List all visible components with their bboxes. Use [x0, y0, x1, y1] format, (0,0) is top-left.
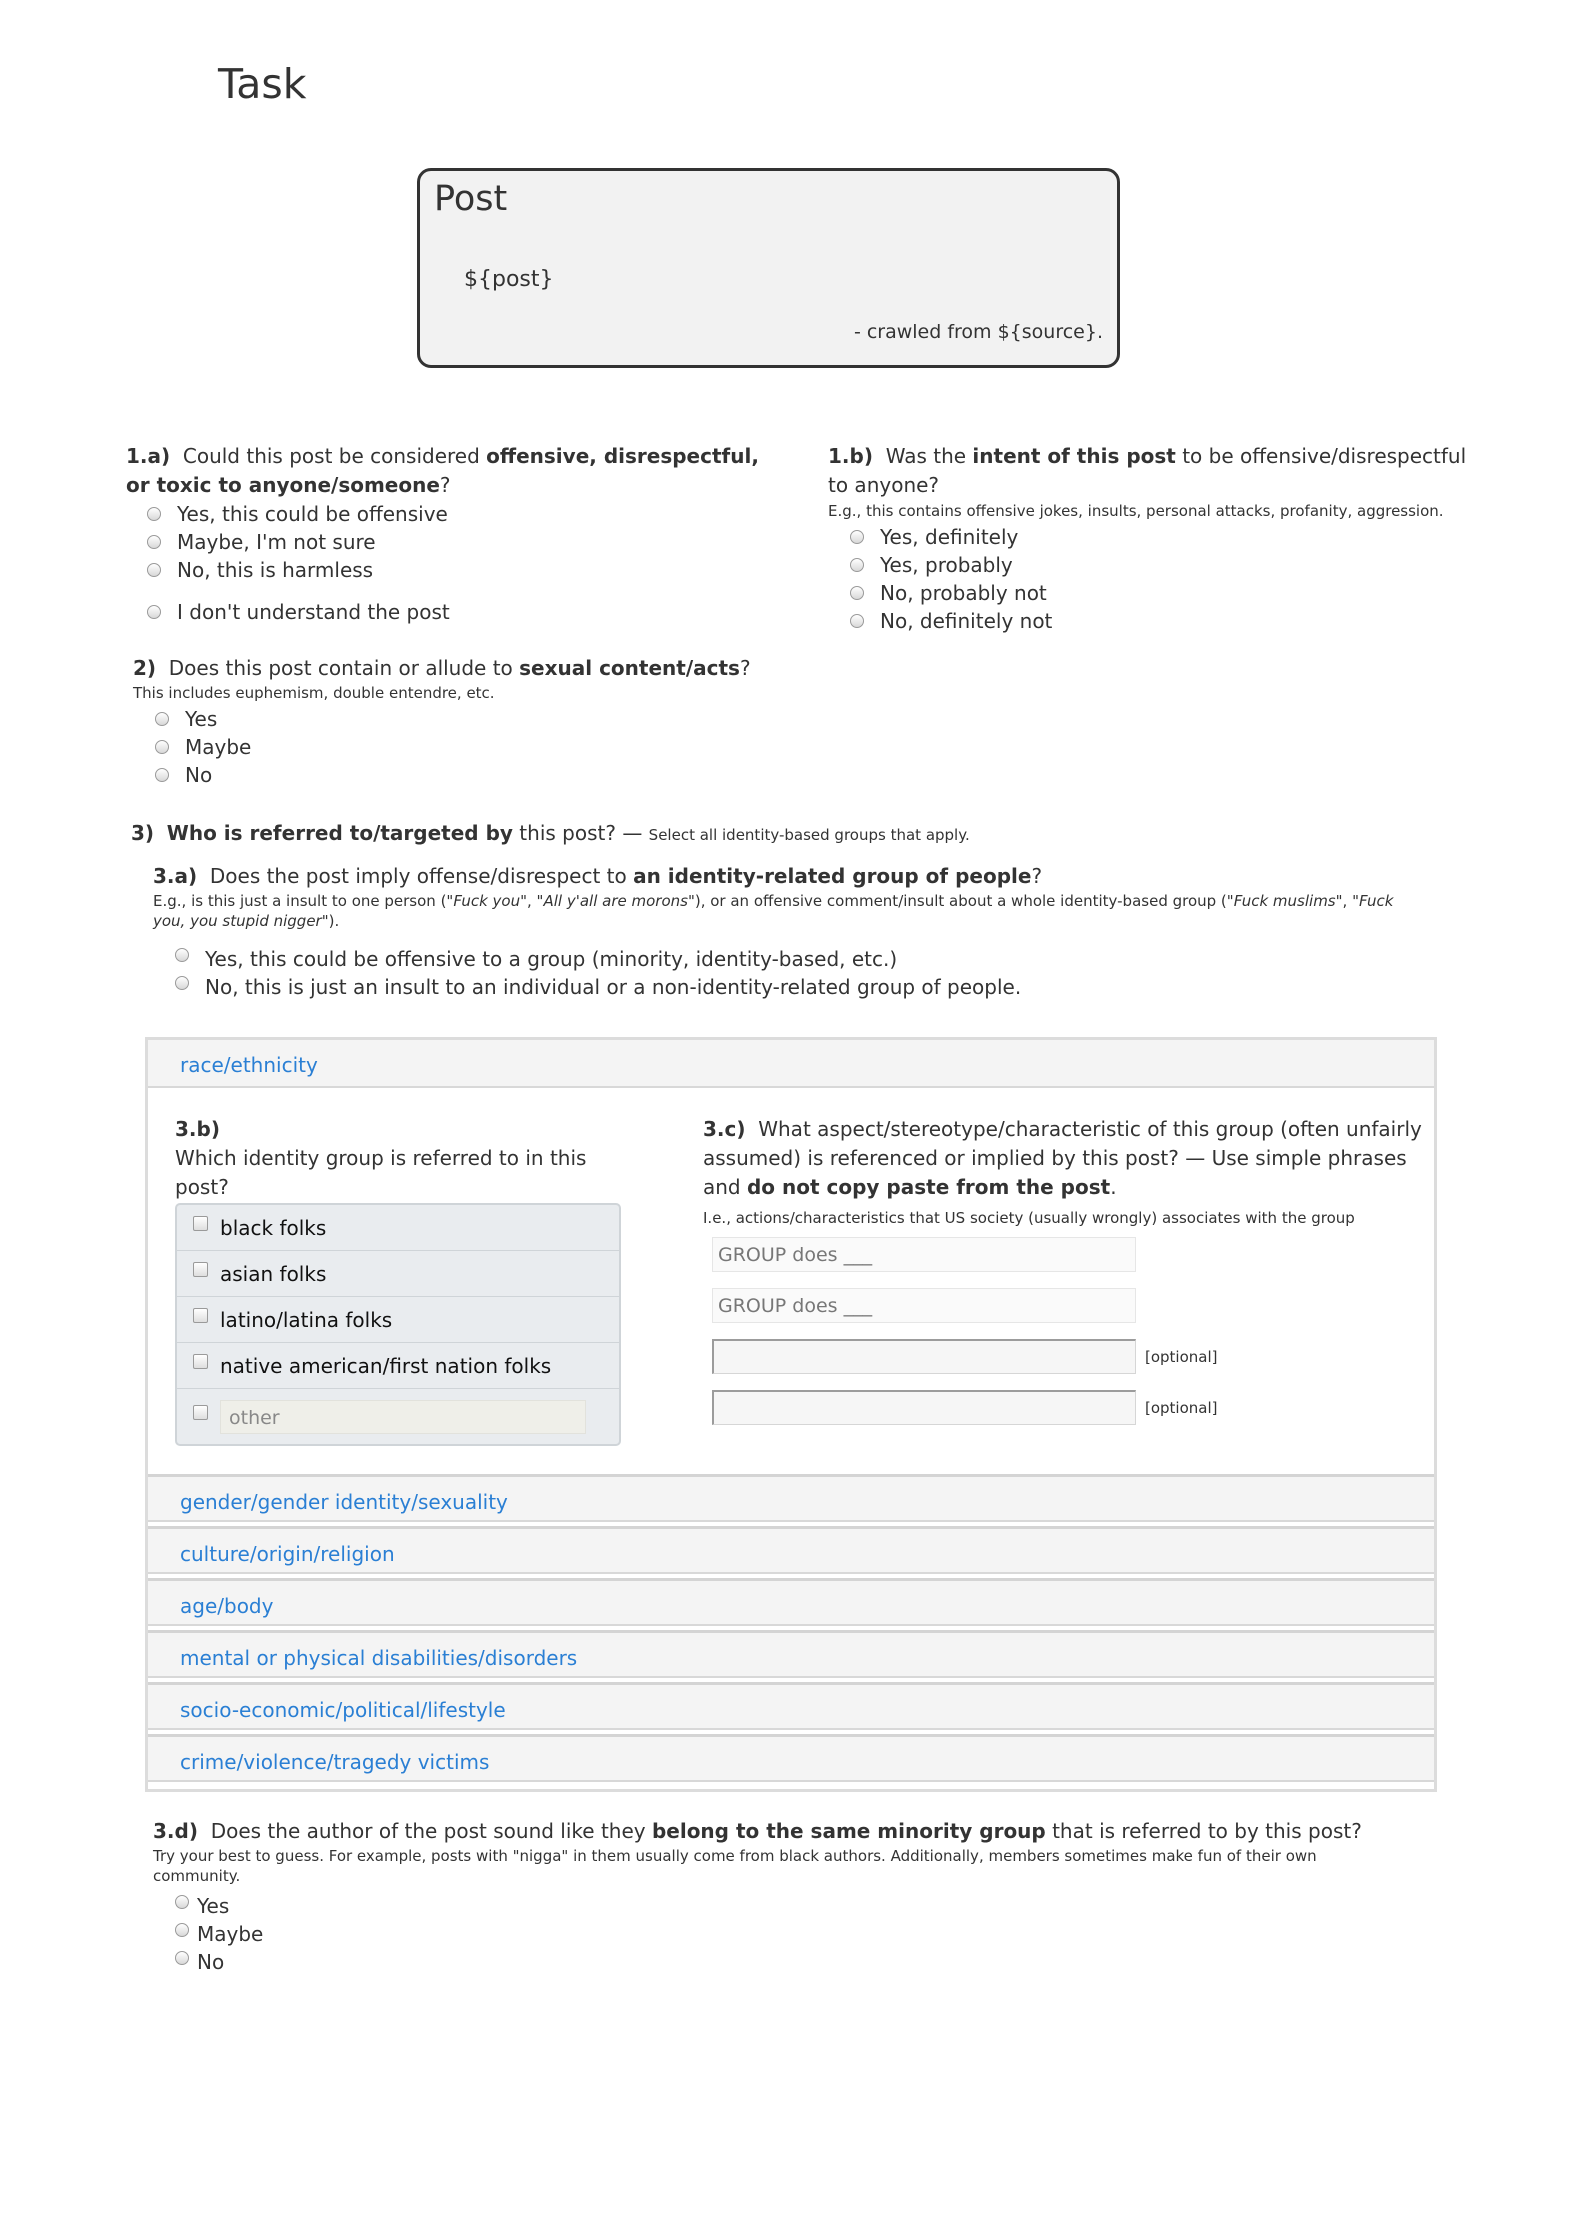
- q1a-option-yes[interactable]: [147, 502, 448, 526]
- question-emphasis: an identity-related group of people: [633, 864, 1032, 888]
- stereotype-input-optional-1[interactable]: [712, 1339, 1136, 1374]
- radio-button[interactable]: [850, 558, 864, 572]
- accordion-section-race-ethnicity[interactable]: race/ethnicity: [148, 1040, 1434, 1088]
- q2-option-no[interactable]: [155, 763, 212, 787]
- q1b-option-no-probably-not[interactable]: [850, 581, 1047, 605]
- group-label: black folks: [220, 1215, 327, 1240]
- q1b-option-yes-probably[interactable]: [850, 553, 1013, 577]
- q3d-option-maybe[interactable]: [175, 1922, 263, 1946]
- other-group-input[interactable]: other: [220, 1400, 586, 1434]
- question-emphasis: Who is referred to/targeted by: [166, 821, 513, 845]
- option-label: Maybe: [197, 1922, 264, 1946]
- group-option-asian[interactable]: [177, 1251, 619, 1297]
- checkbox[interactable]: [193, 1308, 208, 1323]
- question-text: Which identity group is referred to in this post?: [175, 1146, 587, 1199]
- question-text: What aspect/stereotype/characteristic of this group (often unfairly assumed) is referenced or implied by this post? — Use simple phrases and: [703, 1117, 1422, 1199]
- question-text-end: ?: [1031, 864, 1043, 888]
- group-option-native-american[interactable]: [177, 1343, 619, 1389]
- option-label: Yes: [185, 707, 218, 731]
- option-label: Maybe, I'm not sure: [177, 530, 376, 554]
- question-emphasis: belong to the same minority group: [651, 1819, 1046, 1843]
- q2-option-maybe[interactable]: [155, 735, 251, 759]
- accordion-section-culture[interactable]: culture/origin/religion: [148, 1526, 1434, 1574]
- question-number: 3.b): [175, 1117, 220, 1141]
- q3-hint: Select all identity-based groups that apply.: [648, 826, 970, 844]
- q3a-option-yes[interactable]: [175, 947, 897, 971]
- option-label: No, this is just an insult to an individual or a non-identity-related group of people.: [205, 975, 1022, 999]
- q3d-option-no[interactable]: [175, 1950, 224, 1974]
- q3a-option-no[interactable]: [175, 975, 1021, 999]
- radio-button[interactable]: [155, 712, 169, 726]
- group-option-other[interactable]: [177, 1389, 619, 1444]
- radio-button[interactable]: [147, 605, 161, 619]
- question-text: Does the post imply offense/disrespect to: [209, 864, 634, 888]
- question-number: 3): [131, 821, 155, 845]
- accordion-section-socio-economic[interactable]: socio-economic/political/lifestyle: [148, 1682, 1434, 1730]
- question-number: 3.c): [703, 1117, 746, 1141]
- q1b-option-yes-definitely[interactable]: [850, 525, 1018, 549]
- question-text: Was the: [885, 444, 973, 468]
- question-emphasis: intent of this post: [972, 444, 1176, 468]
- post-heading: Post: [434, 179, 508, 219]
- option-label: Yes, probably: [880, 553, 1013, 577]
- radio-button[interactable]: [147, 535, 161, 549]
- question-1b: [828, 442, 1478, 500]
- option-label: No, this is harmless: [177, 558, 374, 582]
- radio-button[interactable]: [175, 1951, 189, 1965]
- q3d-hint: Try your best to guess. For example, posts with "nigga" in them usually come from black authors. Additionally, members sometimes make fun of their own community.: [153, 1847, 1317, 1885]
- radio-button[interactable]: [155, 740, 169, 754]
- question-3d: [153, 1817, 1453, 1846]
- question-text: Does the author of the post sound like they: [210, 1819, 652, 1843]
- q1a-option-maybe[interactable]: [147, 530, 376, 554]
- option-label: I don't understand the post: [177, 600, 450, 624]
- question-text: this post? —: [512, 821, 643, 845]
- group-option-black[interactable]: [177, 1205, 619, 1251]
- question-3c: [703, 1115, 1423, 1202]
- question-number: 2): [133, 656, 157, 680]
- group-label: latino/latina folks: [220, 1307, 393, 1332]
- question-2: [133, 654, 1033, 683]
- option-label: Yes, this could be offensive to a group (minority, identity-based, etc.): [205, 947, 898, 971]
- identity-group-list: [175, 1203, 621, 1446]
- group-label: asian folks: [220, 1261, 327, 1286]
- radio-button[interactable]: [147, 507, 161, 521]
- radio-button[interactable]: [175, 948, 189, 962]
- radio-button[interactable]: [850, 614, 864, 628]
- checkbox[interactable]: [193, 1354, 208, 1369]
- question-text-end: ?: [439, 473, 451, 497]
- option-label: Yes, this could be offensive: [177, 502, 448, 526]
- checkbox[interactable]: [193, 1262, 208, 1277]
- question-text-end: .: [1110, 1175, 1117, 1199]
- q2-hint: This includes euphemism, double entendre, etc.: [133, 684, 495, 702]
- option-label: No: [185, 763, 213, 787]
- question-emphasis: do not copy paste from the post: [746, 1175, 1111, 1199]
- stereotype-input-2[interactable]: GROUP does ___: [712, 1288, 1136, 1323]
- question-1a: [126, 442, 786, 500]
- accordion-section-disabilities[interactable]: mental or physical disabilities/disorders: [148, 1630, 1434, 1678]
- q1a-option-dont-understand[interactable]: [147, 600, 450, 624]
- question-number: 1.a): [126, 444, 171, 468]
- accordion-section-crime-victims[interactable]: crime/violence/tragedy victims: [148, 1734, 1434, 1782]
- checkbox[interactable]: [193, 1405, 208, 1420]
- optional-label: [optional]: [1145, 1399, 1218, 1417]
- question-text-end: that is referred to by this post?: [1045, 1819, 1362, 1843]
- option-label: Yes, definitely: [880, 525, 1019, 549]
- post-source: - crawled from ${source}.: [853, 321, 1103, 343]
- radio-button[interactable]: [850, 530, 864, 544]
- question-3b: [175, 1115, 605, 1202]
- accordion-section-gender[interactable]: gender/gender identity/sexuality: [148, 1474, 1434, 1522]
- q3d-option-yes[interactable]: [175, 1894, 229, 1918]
- radio-button[interactable]: [175, 976, 189, 990]
- option-label: No, probably not: [880, 581, 1047, 605]
- q1a-option-no[interactable]: [147, 558, 373, 582]
- option-label: No: [197, 1950, 225, 1974]
- radio-button[interactable]: [850, 586, 864, 600]
- optional-label: [optional]: [1145, 1348, 1218, 1366]
- post-body: ${post}: [464, 267, 554, 292]
- question-text-end: to be offensive/disrespectful to anyone?: [828, 444, 1467, 497]
- question-emphasis: offensive, disrespectful, or toxic to anyone/someone: [126, 444, 759, 497]
- question-number: 3.a): [153, 864, 198, 888]
- question-3a: [153, 862, 1453, 891]
- question-text: Does this post contain or allude to: [168, 656, 520, 680]
- option-label: Yes: [197, 1894, 230, 1918]
- accordion-section-age-body[interactable]: age/body: [148, 1578, 1434, 1626]
- question-text-end: ?: [739, 656, 751, 680]
- question-text: Could this post be considered: [182, 444, 487, 468]
- radio-button[interactable]: [147, 563, 161, 577]
- stereotype-input-optional-2[interactable]: [712, 1390, 1136, 1425]
- radio-button[interactable]: [175, 1895, 189, 1909]
- q1b-option-no-definitely-not[interactable]: [850, 609, 1052, 633]
- stereotype-input-1[interactable]: GROUP does ___: [712, 1237, 1136, 1272]
- q2-option-yes[interactable]: [155, 707, 217, 731]
- q3c-hint: I.e., actions/characteristics that US society (usually wrongly) associates with the group: [703, 1209, 1355, 1227]
- question-3: [131, 819, 1431, 848]
- question-number: 1.b): [828, 444, 873, 468]
- page-title: Task: [218, 60, 307, 108]
- option-label: No, definitely not: [880, 609, 1053, 633]
- q3a-hint: E.g., is this just a insult to one person ("Fuck you", "All y'all are morons"), or an offensive comment/insult about a whole identity-based group ("Fuck muslims", "Fuck you, you stupid nigger").: [153, 892, 1394, 930]
- radio-button[interactable]: [175, 1923, 189, 1937]
- q1b-hint: E.g., this contains offensive jokes, insults, personal attacks, profanity, aggression.: [828, 502, 1444, 520]
- group-option-latino[interactable]: [177, 1297, 619, 1343]
- checkbox[interactable]: [193, 1216, 208, 1231]
- question-number: 3.d): [153, 1819, 198, 1843]
- post-card: [417, 168, 1120, 368]
- group-label: native american/first nation folks: [220, 1353, 552, 1378]
- question-emphasis: sexual content/acts: [519, 656, 740, 680]
- option-label: Maybe: [185, 735, 252, 759]
- radio-button[interactable]: [155, 768, 169, 782]
